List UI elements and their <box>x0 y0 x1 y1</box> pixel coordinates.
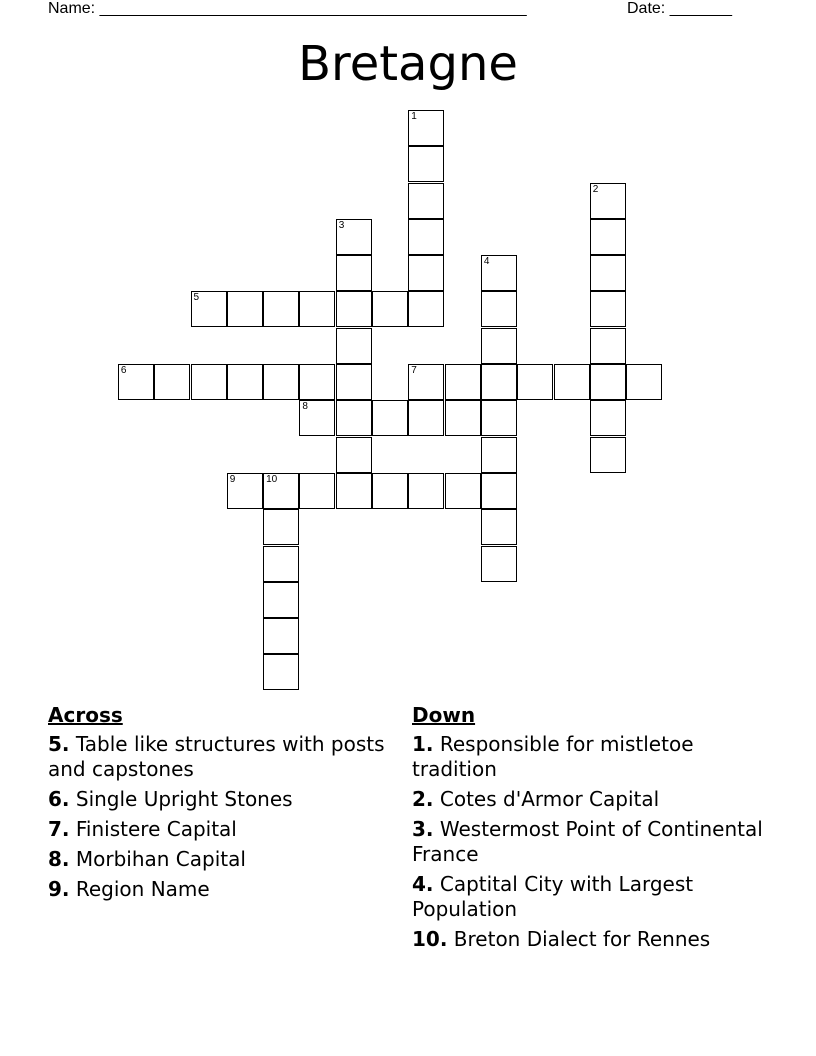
grid-cell[interactable] <box>263 546 299 582</box>
grid-cell[interactable] <box>191 291 227 327</box>
clue-across-6 <box>48 787 388 812</box>
down-clues <box>412 703 772 957</box>
cell-number: 4 <box>483 256 490 268</box>
grid-cell[interactable] <box>408 291 444 327</box>
grid-cell[interactable] <box>590 255 626 291</box>
grid-cell[interactable] <box>445 364 481 400</box>
clue-across-8 <box>48 847 388 872</box>
grid-cell[interactable] <box>590 219 626 255</box>
grid-cell[interactable] <box>336 328 372 364</box>
grid-cell[interactable] <box>372 291 408 327</box>
grid-cell[interactable] <box>590 183 626 219</box>
grid-cell[interactable] <box>263 364 299 400</box>
clue-number: 8. <box>48 847 70 871</box>
clue-text: Breton Dialect for Rennes <box>453 927 711 951</box>
puzzle-title: Bretagne <box>298 36 518 92</box>
clue-text: Finistere Capital <box>75 817 237 841</box>
grid-cell[interactable] <box>118 364 154 400</box>
grid-cell[interactable] <box>408 364 444 400</box>
across-heading: Across <box>48 703 123 727</box>
grid-cell[interactable] <box>336 255 372 291</box>
name-field-label: Name: ________________________________________________ <box>48 0 527 17</box>
grid-cell[interactable] <box>481 546 517 582</box>
grid-cell[interactable] <box>372 473 408 509</box>
grid-cell[interactable] <box>445 473 481 509</box>
date-field-label: Date: _______ <box>627 0 732 17</box>
across-clues <box>48 703 388 907</box>
grid-cell[interactable] <box>336 219 372 255</box>
grid-cell[interactable] <box>299 364 335 400</box>
cell-number: 7 <box>411 365 417 376</box>
clue-text: Westermost Point of Continental France <box>412 817 763 866</box>
grid-cell[interactable] <box>263 582 299 618</box>
cell-number: 2 <box>592 183 599 195</box>
grid-cell[interactable] <box>481 473 517 509</box>
grid-cell[interactable] <box>372 400 408 436</box>
clue-number: 3. <box>412 817 434 841</box>
grid-cell[interactable] <box>191 364 227 400</box>
grid-cell[interactable] <box>336 291 372 327</box>
grid-cell[interactable] <box>336 364 372 400</box>
clue-text: Table like structures with posts and capstones <box>48 732 385 781</box>
grid-cell[interactable] <box>481 437 517 473</box>
grid-cell[interactable] <box>263 654 299 690</box>
grid-cell[interactable] <box>336 473 372 509</box>
grid-cell[interactable] <box>227 473 263 509</box>
grid-cell[interactable] <box>154 364 190 400</box>
grid-cell[interactable] <box>481 364 517 400</box>
clue-across-7 <box>48 817 388 842</box>
grid-cell[interactable] <box>481 509 517 545</box>
grid-cell[interactable] <box>481 400 517 436</box>
grid-cell[interactable] <box>408 255 444 291</box>
grid-cell[interactable] <box>408 183 444 219</box>
grid-cell[interactable] <box>336 400 372 436</box>
clue-number: 2. <box>412 787 434 811</box>
grid-cell[interactable] <box>481 255 517 291</box>
grid-cell[interactable] <box>408 473 444 509</box>
grid-cell[interactable] <box>227 364 263 400</box>
grid-cell[interactable] <box>481 291 517 327</box>
clue-down-10 <box>412 927 772 952</box>
grid-cell[interactable] <box>299 473 335 509</box>
grid-cell[interactable] <box>590 364 626 400</box>
grid-cell[interactable] <box>263 509 299 545</box>
grid-cell[interactable] <box>626 364 662 400</box>
grid-cell[interactable] <box>336 437 372 473</box>
grid-cell[interactable] <box>408 219 444 255</box>
grid-cell[interactable] <box>299 291 335 327</box>
clue-number: 5. <box>48 732 70 756</box>
clue-number: 10. <box>412 927 448 951</box>
grid-cell[interactable] <box>408 110 444 146</box>
clue-text: Responsible for mistletoe tradition <box>412 732 694 781</box>
grid-cell[interactable] <box>554 364 590 400</box>
clue-number: 7. <box>48 817 70 841</box>
clue-down-2 <box>412 787 772 812</box>
cell-number: 5 <box>193 292 200 304</box>
clue-across-5 <box>48 732 388 782</box>
grid-cell[interactable] <box>590 291 626 327</box>
clue-across-9 <box>48 877 388 902</box>
cell-number: 10 <box>266 473 278 485</box>
grid-cell[interactable] <box>517 364 553 400</box>
clue-number: 6. <box>48 787 70 811</box>
clue-number: 1. <box>412 732 434 756</box>
grid-cell[interactable] <box>408 400 444 436</box>
clue-number: 4. <box>412 872 434 896</box>
grid-cell[interactable] <box>590 400 626 436</box>
clue-text: Single Upright Stones <box>75 787 293 811</box>
clue-down-3 <box>412 817 772 867</box>
cell-number: 1 <box>411 110 417 122</box>
cell-number: 8 <box>302 401 308 413</box>
grid-cell[interactable] <box>263 618 299 654</box>
clue-down-4 <box>412 872 772 922</box>
cell-number: 6 <box>120 365 127 376</box>
grid-cell[interactable] <box>299 400 335 436</box>
grid-cell[interactable] <box>481 328 517 364</box>
grid-cell[interactable] <box>445 400 481 436</box>
grid-cell[interactable] <box>590 328 626 364</box>
clue-text: Morbihan Capital <box>75 847 246 871</box>
clue-down-1 <box>412 732 772 782</box>
grid-cell[interactable] <box>263 473 299 509</box>
grid-cell[interactable] <box>590 437 626 473</box>
down-heading: Down <box>412 703 476 727</box>
grid-cell[interactable] <box>227 291 263 327</box>
clue-text: Cotes d'Armor Capital <box>439 787 660 811</box>
clue-text: Region Name <box>75 877 210 901</box>
grid-cell[interactable] <box>263 291 299 327</box>
clue-number: 9. <box>48 877 70 901</box>
grid-cell[interactable] <box>408 146 444 182</box>
cell-number: 9 <box>229 473 236 485</box>
cell-number: 3 <box>338 219 345 231</box>
clue-text: Captital City with Largest Population <box>412 872 694 921</box>
